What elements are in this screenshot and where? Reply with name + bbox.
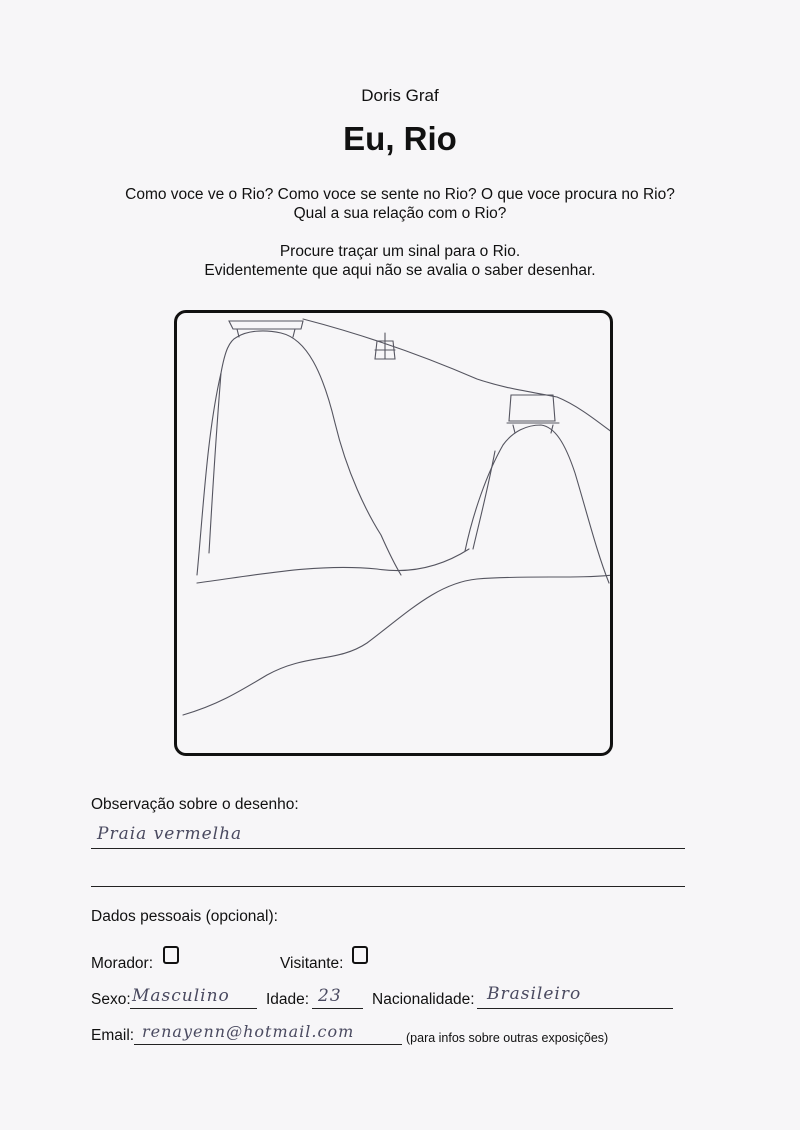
observation-label: Observação sobre o desenho: [91,796,299,813]
right-station [507,395,559,433]
nationality-label: Nacionalidade: [372,991,475,1008]
email-note: (para infos sobre outras exposições) [406,1031,609,1045]
cable-line [303,319,613,433]
sex-value: Masculino [132,986,230,1006]
right-mountain-outline [465,425,609,583]
pencil-sketch-sugarloaf [177,313,613,756]
left-mountain-ridge [209,373,221,553]
resident-checkbox[interactable] [163,946,179,964]
nationality-field[interactable] [477,984,673,1009]
age-value: 23 [318,986,342,1006]
instruction-line-1: Procure traçar um sinal para o Rio. [279,243,521,260]
sex-field[interactable] [130,984,257,1009]
email-label: Email: [91,1027,135,1044]
instruction-line-2: Evidentemente que aqui não se avalia o saber desenhar. [204,262,596,279]
email-field[interactable] [134,1020,402,1045]
left-station [229,321,303,337]
observation-line-1[interactable] [91,824,685,849]
age-field[interactable] [312,984,363,1009]
sex-label: Sexo: [91,991,131,1008]
shoreline [183,575,613,715]
question-line-1: Como voce ve o Rio? Como voce se sente no Rio? O que voce procura no Rio? [125,186,675,203]
author-name: Doris Graf [361,86,439,105]
question-line-2: Qual a sua relação com o Rio? [293,205,507,222]
personal-data-label: Dados pessoais (opcional): [91,908,278,925]
email-value: renayenn@hotmail.com [142,1022,355,1041]
drawing-area[interactable] [174,310,613,756]
page-title: Eu, Rio [343,120,457,157]
nationality-value: Brasileiro [487,984,582,1004]
observation-handwritten: Praia vermelha [97,824,243,844]
resident-label: Morador: [91,955,154,972]
visitor-checkbox[interactable] [352,946,368,964]
observation-line-2[interactable] [91,864,685,887]
base-hill-line [197,549,469,583]
left-mountain-outline [197,331,401,575]
visitor-label: Visitante: [280,955,344,972]
right-mountain-ridge [473,451,495,549]
age-label: Idade: [266,991,310,1008]
